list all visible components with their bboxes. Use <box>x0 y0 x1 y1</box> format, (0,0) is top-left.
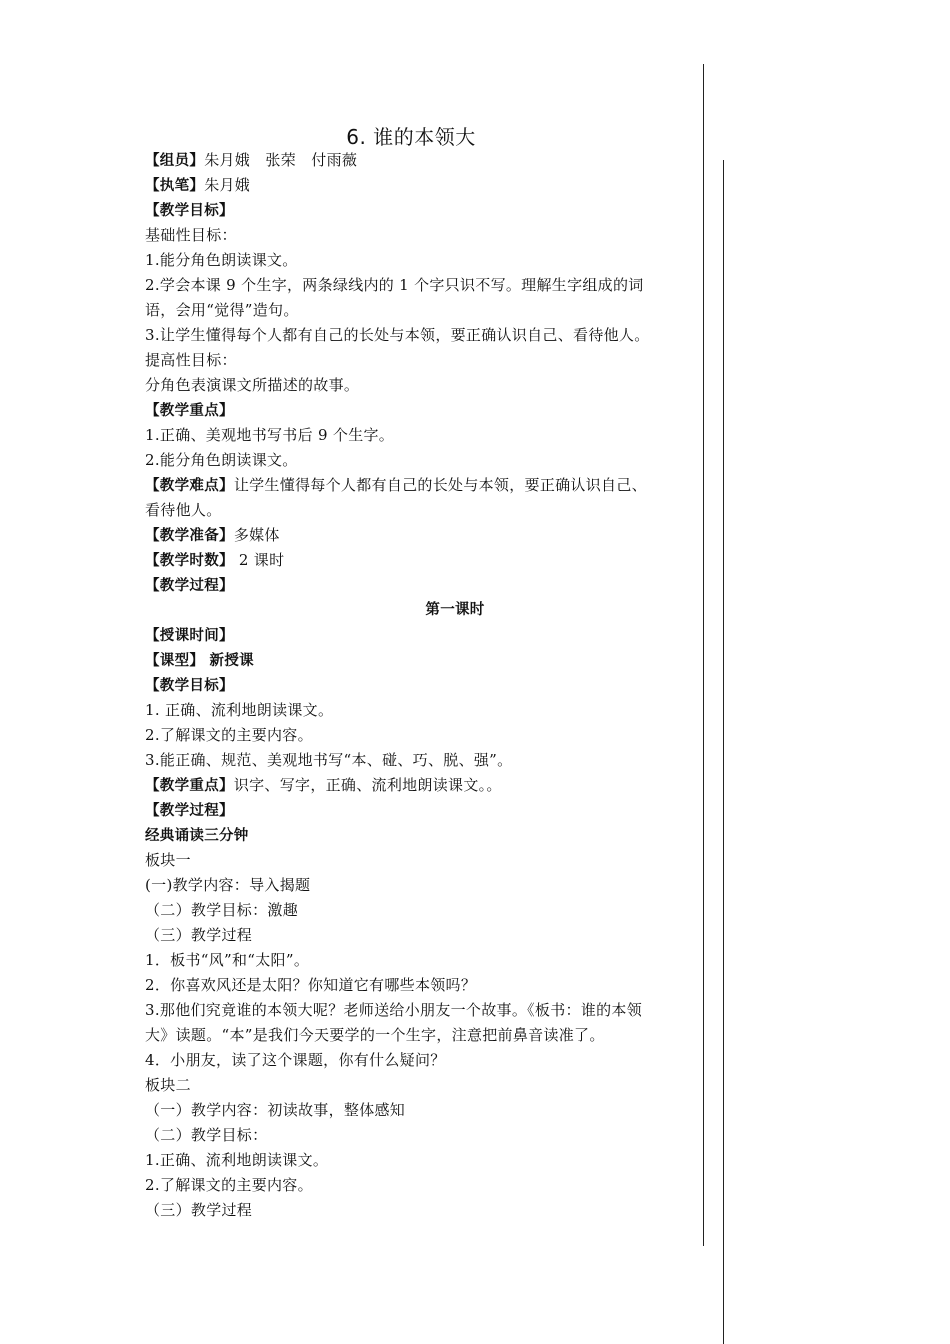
field-text: （三）教学过程 <box>145 1201 253 1219</box>
field-text: 1.正确、美观地书写书后 9 个生字。 <box>145 426 395 444</box>
text-line <box>145 423 685 448</box>
text-line <box>145 948 685 973</box>
field-text: 2.了解课文的主要内容。 <box>145 1176 313 1194</box>
field-label: 【教学目标】 <box>145 678 234 694</box>
text-line <box>145 473 685 498</box>
field-label: 【教学时数】 <box>145 553 234 569</box>
field-text: 语，会用“觉得”造句。 <box>145 301 299 319</box>
text-line <box>145 1073 685 1098</box>
field-label: 【教学过程】 <box>145 803 234 819</box>
field-text: 看待他人。 <box>145 501 222 519</box>
text-line <box>145 723 685 748</box>
field-text: 提高性目标： <box>145 351 237 369</box>
field-text: （二）教学目标：激趣 <box>145 901 299 919</box>
margin-rule-inner <box>723 160 724 1344</box>
text-line <box>145 623 685 648</box>
field-text: 基础性目标： <box>145 226 237 244</box>
field-text: 2．你喜欢风还是太阳？你知道它有哪些本领吗？ <box>145 976 477 994</box>
text-line <box>145 798 685 823</box>
field-text: 识字、写字，正确、流利地朗读课文。。 <box>233 776 502 794</box>
text-line <box>145 998 685 1023</box>
document-body <box>145 148 685 1223</box>
field-text: 1．板书“风”和“太阳”。 <box>145 951 310 969</box>
field-text: 多媒体 <box>233 526 280 544</box>
field-text: 板块一 <box>145 851 191 869</box>
field-label: 【执笔】 <box>145 178 205 194</box>
field-text: 大》读题。“本”是我们今天要学的一个生字，注意把前鼻音读准了。 <box>145 1026 605 1044</box>
field-text: 分角色表演课文所描述的故事。 <box>145 376 360 394</box>
field-text: (一)教学内容：导入揭题 <box>145 876 311 894</box>
text-line <box>145 698 685 723</box>
text-line <box>145 298 685 323</box>
field-text: 朱月娥 <box>204 176 251 194</box>
field-text: 朱月娥 张荣 付雨薇 <box>204 151 358 169</box>
field-label: 【教学准备】 <box>145 528 234 544</box>
field-text: 3.让学生懂得每个人都有自己的长处与本领，要正确认识自己、看待他人。 <box>145 326 650 344</box>
field-text: 1. 正确、流利地朗读课文。 <box>145 701 334 719</box>
text-line <box>145 1098 685 1123</box>
text-line <box>145 148 685 173</box>
text-line <box>145 398 685 423</box>
field-text: 1.能分角色朗读课文。 <box>145 251 298 269</box>
text-line <box>145 223 685 248</box>
field-text: 2.了解课文的主要内容。 <box>145 726 313 744</box>
text-line <box>145 823 685 848</box>
text-line <box>145 273 685 298</box>
field-text: （三）教学过程 <box>145 926 253 944</box>
field-label: 【教学过程】 <box>145 578 234 594</box>
text-line <box>145 1198 685 1223</box>
text-line <box>145 348 685 373</box>
text-line <box>145 448 685 473</box>
field-text: 板块二 <box>145 1076 191 1094</box>
text-line <box>145 248 685 273</box>
field-text: 4．小朋友，读了这个课题，你有什么疑问？ <box>145 1051 446 1069</box>
text-line <box>145 1148 685 1173</box>
text-line <box>145 373 685 398</box>
text-line <box>145 648 685 673</box>
document-title: 6. 谁的本领大 <box>346 125 476 149</box>
text-line <box>145 548 685 573</box>
field-text: 让学生懂得每个人都有自己的长处与本领，要正确认识自己、 <box>233 476 647 494</box>
field-text: 新授课 <box>204 653 254 669</box>
field-text: 2 课时 <box>233 551 285 569</box>
field-text: 3.那他们究竟谁的本领大呢？老师送给小朋友一个故事。《板书：谁的本领 <box>145 1001 643 1019</box>
text-line <box>145 1048 685 1073</box>
lesson-one-body <box>145 623 685 1223</box>
text-line <box>145 848 685 873</box>
text-line <box>145 173 685 198</box>
field-label: 【课型】 <box>145 653 205 669</box>
text-line <box>145 323 685 348</box>
text-line <box>145 198 685 223</box>
text-line <box>145 873 685 898</box>
field-text: 2.学会本课 9 个生字，两条绿线内的 1 个字只识不写。理解生字组成的词 <box>145 276 644 294</box>
margin-rule-outer <box>703 64 704 1246</box>
field-text: 1.正确、流利地朗读课文。 <box>145 1151 329 1169</box>
text-line <box>145 748 685 773</box>
field-label: 【教学重点】 <box>145 778 234 794</box>
field-text: 3.能正确、规范、美观地书写“本、碰、巧、脱、强”。 <box>145 751 513 769</box>
text-line <box>145 1173 685 1198</box>
text-line <box>145 1123 685 1148</box>
section-heading: 第一课时 <box>425 602 485 618</box>
lesson-overview <box>145 148 685 598</box>
text-line <box>145 498 685 523</box>
field-label: 经典诵读三分钟 <box>145 828 249 844</box>
text-line <box>145 673 685 698</box>
text-line <box>145 923 685 948</box>
field-label: 【教学目标】 <box>145 203 234 219</box>
field-text: （一）教学内容：初读故事，整体感知 <box>145 1101 406 1119</box>
text-line <box>145 898 685 923</box>
text-line <box>145 573 685 598</box>
field-text: 2.能分角色朗读课文。 <box>145 451 298 469</box>
text-line <box>145 523 685 548</box>
field-label: 【组员】 <box>145 153 205 169</box>
text-line <box>145 973 685 998</box>
text-line <box>145 1023 685 1048</box>
field-label: 【教学重点】 <box>145 403 234 419</box>
field-text: （二）教学目标： <box>145 1126 268 1144</box>
text-line <box>145 773 685 798</box>
field-label: 【教学难点】 <box>145 478 234 494</box>
field-label: 【授课时间】 <box>145 628 234 644</box>
